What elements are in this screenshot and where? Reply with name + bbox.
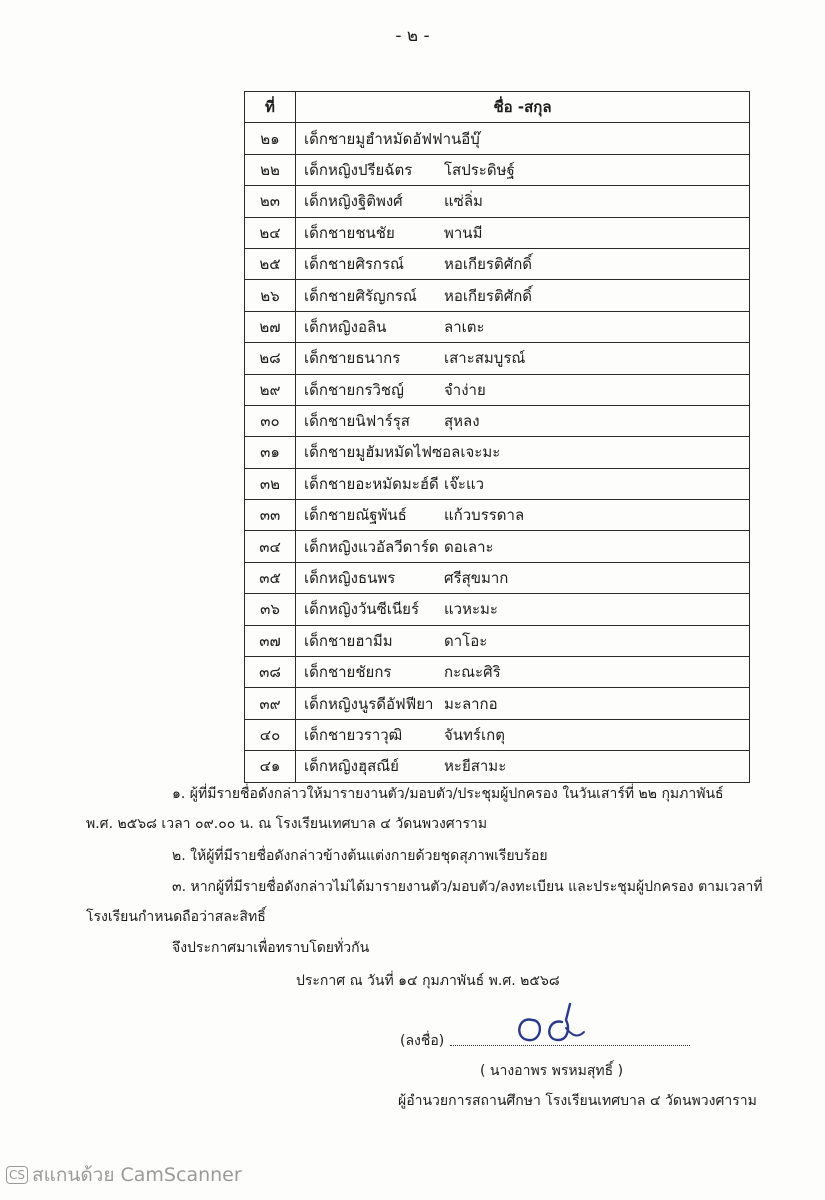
table-row: [245, 248, 750, 279]
student-first-name: เด็กหญิงนูรดีอัฟฟียา: [304, 694, 434, 713]
student-first-name: เด็กชายนิฟาร์รุส: [304, 412, 410, 431]
student-name: [296, 311, 750, 342]
student-last-name: กะณะศิริ: [444, 663, 501, 682]
student-first-name: เด็กหญิงปรียฉัตร: [304, 160, 413, 179]
student-name: [296, 719, 750, 750]
row-number: ๓๔: [245, 531, 296, 562]
student-last-name: จำง่าย: [444, 380, 486, 399]
student-last-name: สุหลง: [444, 412, 480, 431]
student-name: [296, 374, 750, 405]
student-first-name: เด็กชายกรวิชญ์: [304, 380, 404, 399]
note-item-3-line-1: ๓. หากผู้ที่มีรายชื่อดังกล่าวไม่ได้มารายงานตัว/มอบตัว/ลงทะเบียน และประชุมผู้ปกครอง ตามเวลาที่: [172, 879, 763, 895]
row-number: ๒๔: [245, 217, 296, 248]
table-row: [245, 437, 750, 468]
student-last-name: ลาเตะ: [444, 317, 485, 336]
student-first-name: เด็กหญิงฮุสณีย์: [304, 757, 399, 776]
note-item-3-line-2: โรงเรียนกำหนดถือว่าสละสิทธิ์: [86, 909, 266, 925]
table-row: [245, 688, 750, 719]
row-number: ๒๓: [245, 186, 296, 217]
signature-label: (ลงชื่อ): [400, 1033, 445, 1049]
header-number: ที่: [245, 92, 296, 123]
student-last-name: ดาโอะ: [444, 631, 488, 650]
student-last-name: ดอเลาะ: [444, 537, 494, 556]
signatory-name: ( นางอาพร พรหมสุทธิ์ ): [480, 1063, 624, 1079]
camscanner-text: สแกนด้วย CamScanner: [32, 1164, 242, 1186]
student-name: [296, 468, 750, 499]
student-name: [296, 217, 750, 248]
handwritten-signature: [510, 998, 600, 1052]
announce-date: ประกาศ ณ วันที่ ๑๔ กุมภาพันธ์ พ.ศ. ๒๕๖๘: [296, 973, 560, 989]
row-number: ๒๑: [245, 123, 296, 154]
student-last-name: แซ่ลิ่ม: [444, 192, 483, 211]
student-first-name: เด็กชายฮามีม: [304, 631, 393, 650]
row-number: ๓๙: [245, 688, 296, 719]
student-last-name: หะยีสามะ: [444, 757, 507, 776]
row-number: ๓๐: [245, 405, 296, 436]
student-name: [296, 531, 750, 562]
student-first-name: เด็กชายณัฐพันธ์: [304, 506, 407, 525]
camscanner-watermark: [6, 1160, 242, 1190]
row-number: ๒๕: [245, 248, 296, 279]
student-name: [296, 594, 750, 625]
student-last-name: จันทร์เกตุ: [444, 726, 505, 744]
table-row: [245, 123, 750, 154]
page-number: - ๒ -: [395, 26, 430, 46]
closing-text: จึงประกาศมาเพื่อทราบโดยทั่วกัน: [172, 940, 370, 956]
student-last-name: เจ๊ะแว: [444, 474, 485, 493]
note-item-2: ๒. ให้ผู้ที่มีรายชื่อดังกล่าวข้างต้นแต่งกายด้วยชุดสุภาพเรียบร้อย: [172, 848, 548, 864]
table-row: [245, 562, 750, 593]
student-name: [296, 186, 750, 217]
student-name: [296, 154, 750, 185]
student-name: [296, 437, 750, 468]
note-item-1-line-1: ๑. ผู้ที่มีรายชื่อดังกล่าวให้มารายงานตัว/มอบตัว/ประชุมผู้ปกครอง ในวันเสาร์ที่ ๒๒ กุมภาพันธ์: [172, 786, 724, 802]
table-row: [245, 468, 750, 499]
student-name: [296, 562, 750, 593]
student-name: [296, 343, 750, 374]
student-last-name: แวหะมะ: [444, 600, 498, 619]
row-number: ๓๒: [245, 468, 296, 499]
student-last-name: ศรีสุขมาก: [444, 569, 509, 588]
student-name: [296, 688, 750, 719]
table-row: [245, 280, 750, 311]
row-number: ๒๗: [245, 311, 296, 342]
student-name: [296, 248, 750, 279]
row-number: ๓๘: [245, 657, 296, 688]
row-number: ๔๐: [245, 719, 296, 750]
student-first-name: เด็กชายชัยกร: [304, 663, 392, 682]
student-first-name: เด็กชายศิรัญกรณ์: [304, 286, 417, 305]
student-last-name: เจะมะ: [460, 443, 501, 462]
student-first-name: เด็กหญิงอลิน: [304, 317, 387, 336]
student-last-name: มะลากอ: [444, 694, 498, 713]
row-number: ๓๕: [245, 562, 296, 593]
student-first-name: เด็กชายวราวุฒิ: [304, 726, 403, 744]
row-number: ๒๙: [245, 374, 296, 405]
table-row: [245, 217, 750, 248]
note-item-1-line-2: พ.ศ. ๒๕๖๘ เวลา ๐๙.๐๐ น. ณ โรงเรียนเทศบาล ๔ วัดนพวงศาราม: [86, 816, 488, 832]
student-last-name: เสาะสมบูรณ์: [444, 349, 526, 368]
student-first-name: เด็กชายธนากร: [304, 349, 401, 368]
student-first-name: เด็กชายชนชัย: [304, 223, 395, 242]
table-row: [245, 625, 750, 656]
roster-body: [245, 123, 750, 782]
row-number: ๓๑: [245, 437, 296, 468]
student-last-name: หอเกียรติศักดิ์: [444, 286, 533, 305]
student-first-name: เด็กหญิงฐิติพงศ์: [304, 192, 403, 211]
table-row: [245, 374, 750, 405]
student-last-name: โสประดิษฐ์: [444, 160, 515, 179]
table-row: [245, 594, 750, 625]
student-name: [296, 123, 750, 154]
table-row: [245, 186, 750, 217]
table-row: [245, 311, 750, 342]
student-last-name: แก้วบรรดาล: [444, 506, 525, 525]
camscanner-logo-icon: CS: [6, 1166, 28, 1184]
student-name: [296, 500, 750, 531]
student-name: [296, 625, 750, 656]
student-name: [296, 405, 750, 436]
student-name: [296, 280, 750, 311]
row-number: ๓๖: [245, 594, 296, 625]
row-number: ๒๒: [245, 154, 296, 185]
table-row: [245, 751, 750, 782]
row-number: ๒๖: [245, 280, 296, 311]
student-first-name: เด็กหญิงธนพร: [304, 569, 396, 588]
student-first-name: เด็กหญิงแวอัลวีดาร์ด: [304, 537, 439, 556]
table-header-row: [245, 92, 750, 123]
row-number: ๒๘: [245, 343, 296, 374]
student-name: [296, 751, 750, 782]
table-row: [245, 500, 750, 531]
student-first-name: เด็กหญิงวันซีเนียร์: [304, 600, 420, 619]
table-row: [245, 154, 750, 185]
student-first-name: เด็กชายอะหมัดมะฮ์ดี: [304, 474, 439, 493]
student-last-name: พานมี: [444, 223, 483, 242]
signatory-title: ผู้อำนวยการสถานศึกษา โรงเรียนเทศบาล ๔ วัดนพวงศาราม: [398, 1093, 757, 1109]
row-number: ๓๗: [245, 625, 296, 656]
student-roster-table: [244, 91, 750, 783]
student-last-name: หอเกียรติศักดิ์: [444, 255, 533, 274]
student-first-name: เด็กชายศิรกรณ์: [304, 255, 404, 274]
student-first-name: เด็กชายมูฮำหมัดอัฟฟาน: [304, 129, 462, 148]
student-last-name: อีบุ๊: [461, 129, 480, 148]
table-row: [245, 531, 750, 562]
row-number: ๔๑: [245, 751, 296, 782]
table-row: [245, 657, 750, 688]
table-row: [245, 343, 750, 374]
header-name: ชื่อ -สกุล: [296, 92, 750, 123]
student-name: [296, 657, 750, 688]
student-first-name: เด็กชายมูฮัมหมัดไฟซอล: [304, 443, 461, 462]
table-row: [245, 405, 750, 436]
table-row: [245, 719, 750, 750]
row-number: ๓๓: [245, 500, 296, 531]
